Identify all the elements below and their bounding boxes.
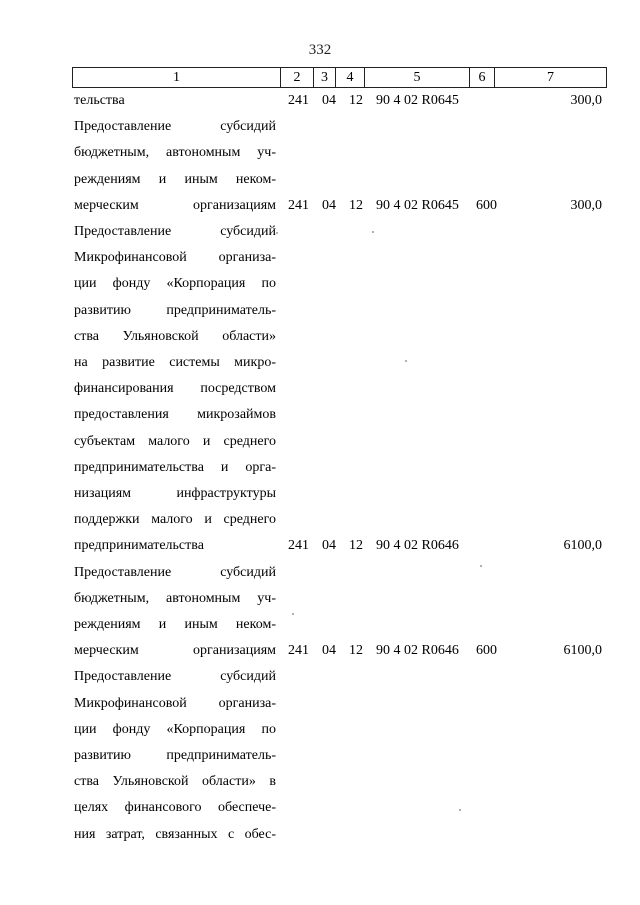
header-col-1: 1 (73, 68, 281, 88)
cell-c5: 90 4 02 R0645 (376, 93, 459, 108)
header-col-4: 4 (336, 68, 365, 88)
description-line: целях финансового обеспече- (74, 800, 276, 816)
header-col-2: 2 (281, 68, 314, 88)
description-line: Микрофинансовой организа- (74, 695, 276, 711)
header-col-5: 5 (365, 68, 470, 88)
description-line: ции фонду «Корпорация по (74, 721, 276, 737)
scan-speck (276, 232, 278, 234)
description-line: предоставления микрозаймов (74, 407, 276, 423)
description-line: финансирования посредством (74, 381, 276, 397)
cell-c3: 04 (322, 197, 336, 213)
description-line: Предоставление субсидий (74, 669, 276, 685)
cell-c7: 300,0 (570, 197, 602, 213)
cell-c4: 12 (349, 538, 363, 554)
description-line: субъектам малого и среднего (74, 433, 276, 449)
scan-speck (292, 613, 294, 615)
description-line: ства Ульяновской области» (74, 328, 276, 344)
description-line: бюджетным, автономным уч- (74, 590, 276, 606)
description-line: Предоставление субсидий (74, 119, 276, 135)
description-line: ции фонду «Корпорация по (74, 276, 276, 292)
scan-speck (405, 360, 407, 362)
table-header (72, 67, 607, 88)
description-line: ства Ульяновской области» в (74, 774, 276, 790)
cell-c4: 12 (349, 93, 363, 108)
cell-c5: 90 4 02 R0646 (376, 538, 459, 554)
table-row (0, 93, 640, 115)
cell-c4: 12 (349, 197, 363, 213)
description-line: развитию предприниматель- (74, 302, 276, 318)
table-row (0, 643, 640, 665)
scan-speck (480, 565, 482, 567)
description-line: реждениям и иным неком- (74, 617, 276, 632)
cell-c7: 6100,0 (563, 538, 602, 554)
description-line: реждениям и иным неком- (74, 171, 276, 187)
row-description (74, 664, 276, 847)
description-line: Микрофинансовой организа- (74, 250, 276, 266)
row-description (74, 219, 276, 560)
cell-c7: 300,0 (570, 93, 602, 108)
cell-c2: 241 (288, 643, 309, 659)
description-line: ния затрат, связанных с обес- (74, 826, 276, 842)
description-line: предпринимательства и орга- (74, 459, 276, 475)
cell-c3: 04 (322, 93, 336, 108)
description-line: Предоставление субсидий (74, 564, 276, 580)
cell-c5: 90 4 02 R0645 (376, 197, 459, 213)
cell-c2: 241 (288, 538, 309, 554)
header-col-7: 7 (495, 68, 607, 88)
header-col-6: 6 (470, 68, 495, 88)
scan-speck (372, 231, 374, 233)
description-line: низациям инфраструктуры (74, 486, 276, 502)
cell-c2: 241 (288, 93, 309, 108)
cell-c7: 6100,0 (563, 643, 602, 659)
table-row (0, 198, 640, 220)
cell-c2: 241 (288, 197, 309, 213)
description-line: тельства (74, 93, 125, 108)
cell-c6: 600 (476, 197, 497, 213)
cell-c4: 12 (349, 643, 363, 659)
description-line: поддержки малого и среднего (74, 512, 276, 528)
table-row (0, 538, 640, 560)
description-line: на развитие системы микро- (74, 355, 276, 371)
header-col-3: 3 (314, 68, 336, 88)
page-number: 332 (308, 42, 332, 58)
cell-c3: 04 (322, 643, 336, 659)
cell-c5: 90 4 02 R0646 (376, 643, 459, 659)
description-line: мерческим организациям (74, 197, 276, 213)
description-line: бюджетным, автономным уч- (74, 145, 276, 161)
description-line: развитию предприниматель- (74, 748, 276, 763)
description-line: мерческим организациям (74, 643, 276, 659)
cell-c3: 04 (322, 538, 336, 554)
scan-speck (459, 809, 461, 811)
cell-c6: 600 (476, 643, 497, 659)
description-line: предпринимательства (74, 538, 204, 554)
description-line: Предоставление субсидий (74, 224, 276, 239)
